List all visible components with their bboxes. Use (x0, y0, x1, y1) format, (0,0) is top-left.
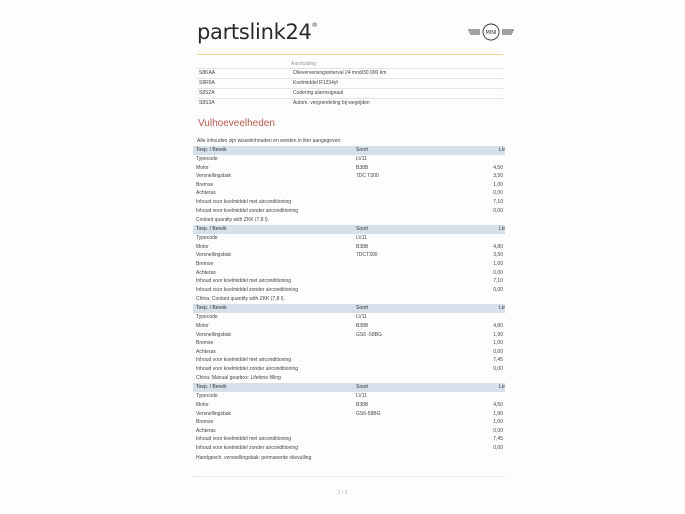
row-type (356, 356, 477, 365)
brand-text: MINI (485, 30, 497, 36)
option-row (197, 78, 503, 88)
row-label: Inhoud voor koelmiddel zonder airconditioning (196, 445, 299, 452)
row-label: Motor (196, 322, 209, 329)
option-description: Autom. vergrendeling bij wegrijden (293, 100, 370, 106)
row-label: Motor (196, 402, 209, 409)
row-type: 7DC T300 (356, 173, 379, 180)
row-type (356, 418, 477, 427)
row-type: B38B (356, 243, 369, 250)
table-row (193, 365, 505, 374)
option-code: S8S2A (199, 90, 215, 96)
row-label: Bremse (196, 419, 214, 426)
row-value: 4,80 (493, 243, 503, 250)
row-label: Achteras (196, 427, 216, 434)
row-label: Motor (196, 164, 209, 171)
quantity-block (193, 383, 505, 462)
row-type (356, 339, 477, 348)
row-label: Versnellingsbak (196, 173, 232, 180)
row-type (356, 435, 477, 444)
intro-text: Alle inhouden zijn wisselinhouden en worden in liter aangegeven. (197, 138, 342, 144)
row-label: Achteras (196, 269, 216, 276)
header-unit: Ltr (499, 384, 505, 391)
row-label: Typecode (196, 314, 218, 321)
row-type (356, 260, 477, 269)
row-label: Typecode (196, 235, 218, 242)
row-type: LV11 (356, 235, 367, 242)
table-row (193, 234, 505, 243)
row-label: Achteras (196, 190, 216, 197)
block-note: China: Coolant quantity with ZKK (7,8 l). (196, 296, 285, 303)
table-row (193, 164, 505, 173)
row-label: Versnellingsbak (196, 331, 232, 338)
options-table (197, 60, 503, 108)
row-value: 4,50 (493, 164, 503, 171)
page-number: 1 / 1 (337, 490, 348, 496)
row-label: Motor (196, 243, 209, 250)
row-type: LV11 (356, 314, 367, 321)
header-type: Soort (356, 147, 368, 153)
table-row (193, 401, 505, 410)
table-row (193, 181, 505, 190)
table-row (193, 331, 505, 340)
row-value: 1,00 (493, 260, 503, 267)
option-description: Koelmiddel R1234yf (293, 80, 338, 86)
table-row (193, 418, 505, 427)
table-row (193, 392, 505, 401)
row-type: B38B (356, 164, 369, 171)
row-value: 0,00 (493, 427, 503, 434)
row-value: 0,00 (493, 269, 503, 276)
header-unit: Ltr (499, 226, 505, 233)
table-row (193, 322, 505, 331)
row-value: 0,00 (493, 445, 503, 452)
table-row (193, 251, 505, 260)
header-range: Toep. / Bereik (196, 384, 227, 391)
header-unit: Ltr (499, 147, 505, 153)
header-type: Soort (356, 384, 368, 391)
row-value: 4,80 (493, 322, 503, 329)
row-value (477, 234, 505, 243)
row-label: Bremse (196, 340, 214, 347)
table-header (193, 383, 505, 392)
option-code: S8KAA (199, 70, 216, 76)
row-type: 7DCT300 (356, 252, 378, 259)
row-type (356, 286, 477, 295)
table-row (193, 339, 505, 348)
table-row (193, 286, 505, 295)
row-value: 1,00 (493, 181, 503, 188)
row-label: Inhoud voor koelmiddel zonder airconditioning (196, 207, 299, 214)
header-unit: Ltr (499, 305, 505, 312)
row-type: LV11 (356, 156, 367, 162)
row-label: Typecode (196, 156, 218, 162)
row-value: 0,00 (493, 286, 503, 293)
row-type: B38B (356, 402, 369, 409)
row-value: 1,00 (493, 419, 503, 426)
header-divider (197, 54, 503, 55)
row-value (477, 392, 505, 401)
row-value: 0,00 (493, 365, 503, 372)
header-range: Toep. / Bereik (196, 226, 227, 233)
row-label: Versnellingsbak (196, 410, 232, 417)
quantity-block (193, 146, 505, 225)
table-row (193, 198, 505, 207)
row-label: Versnellingsbak (196, 252, 232, 259)
quantity-block (193, 225, 505, 304)
row-value: 7,45 (493, 357, 503, 364)
table-row (193, 269, 505, 278)
row-value: 1,90 (493, 410, 503, 417)
header-type: Soort (356, 226, 368, 233)
row-value: 0,00 (493, 207, 503, 214)
table-row (193, 435, 505, 444)
mini-brand-icon (466, 22, 516, 42)
row-label: Bremse (196, 260, 214, 267)
row-label: Inhoud voor koelmiddel met airconditioning (196, 357, 292, 364)
partslink24-logo (197, 20, 317, 44)
row-label: Inhoud voor koelmiddel met airconditioning (196, 278, 292, 285)
option-row (197, 98, 503, 108)
row-value: 3,50 (493, 173, 503, 180)
row-label: Typecode (196, 393, 218, 400)
row-value (477, 155, 505, 164)
row-type (356, 427, 477, 436)
table-row (193, 348, 505, 357)
option-description: Olieverversingsinterval 24 mnd/30.000 km (293, 70, 387, 76)
option-row (197, 88, 503, 98)
row-label: Inhoud voor koelmiddel met airconditioning (196, 198, 292, 205)
block-note: Handgesch. versnellingsbak: permanente olievulling (196, 454, 312, 461)
row-type (356, 269, 477, 278)
row-label: Bremse (196, 181, 214, 188)
row-type (356, 198, 477, 207)
table-row (193, 427, 505, 436)
row-type: GS6 -58BG (356, 331, 382, 338)
header-range: Toep. / Bereik (196, 147, 227, 153)
table-row (193, 277, 505, 286)
footer-divider (193, 476, 505, 477)
row-type (356, 365, 477, 374)
option-description: Codering alarmsignaal (293, 90, 344, 96)
row-value (477, 313, 505, 322)
header-range: Toep. / Bereik (196, 305, 227, 312)
block-note: China: Manual gearbox: Lifetime filling (196, 375, 281, 382)
block-note: Coolant quantity with ZKK (7,8 l). (196, 217, 270, 224)
row-type (356, 189, 477, 198)
table-row (193, 313, 505, 322)
logo-registered-mark: ® (311, 22, 318, 29)
table-row (193, 444, 505, 453)
row-label: Inhoud voor koelmiddel zonder airconditioning (196, 286, 299, 293)
table-row (193, 410, 505, 419)
row-value: 0,00 (493, 348, 503, 355)
table-row (193, 243, 505, 252)
row-value: 1,90 (493, 331, 503, 338)
row-value: 1,00 (493, 340, 503, 347)
option-row (197, 68, 503, 78)
row-type (356, 277, 477, 286)
row-label: Inhoud voor koelmiddel zonder airconditioning (196, 365, 299, 372)
row-value: 7,45 (493, 436, 503, 443)
row-value: 0,00 (493, 190, 503, 197)
table-row (193, 356, 505, 365)
options-head: Aanduiding (291, 61, 317, 67)
logo-text: partslink24 (197, 20, 312, 44)
option-code: S8R9A (199, 80, 215, 86)
row-type: LV11 (356, 393, 367, 400)
row-value: 7,10 (493, 198, 503, 205)
table-row (193, 155, 505, 164)
table-row (193, 207, 505, 216)
row-value: 4,50 (493, 402, 503, 409)
header-type: Soort (356, 305, 368, 312)
row-value: 7,10 (493, 278, 503, 285)
row-type (356, 207, 477, 216)
table-header (193, 304, 505, 313)
table-header (193, 225, 505, 234)
table-row (193, 189, 505, 198)
row-type (356, 444, 477, 453)
row-label: Inhoud voor koelmiddel met airconditioning (196, 436, 292, 443)
section-title: Vulhoeveelheden (198, 118, 275, 129)
table-row (193, 260, 505, 269)
row-type (356, 348, 477, 357)
row-value: 3,50 (493, 252, 503, 259)
quantity-block (193, 304, 505, 383)
row-type (356, 181, 477, 190)
table-header (193, 146, 505, 155)
option-code: S8S3A (199, 100, 215, 106)
row-type: GS6-58BG (356, 410, 381, 417)
row-label: Achteras (196, 348, 216, 355)
row-type: B38B (356, 322, 369, 329)
fill-quantities (193, 146, 505, 463)
table-row (193, 172, 505, 181)
